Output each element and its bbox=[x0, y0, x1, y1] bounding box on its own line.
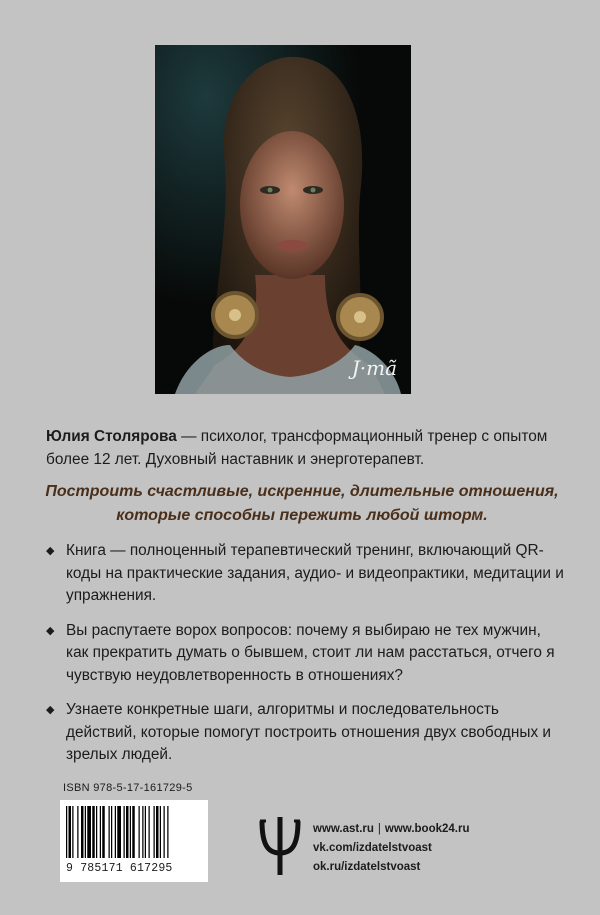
barcode-digits: 9 785171 617295 bbox=[66, 862, 173, 875]
link-ast[interactable]: www.ast.ru bbox=[313, 823, 374, 835]
link-ok[interactable]: ok.ru/izdatelstvoast bbox=[313, 861, 421, 873]
author-bio bbox=[46, 425, 566, 471]
list-item-text: Книга — полноценный терапевтический тренинг, включающий QR-коды на практические задания, аудио- и видеопрактики, медитации и упражнения. bbox=[66, 542, 564, 604]
list-item-text: Узнаете конкретные шаги, алгоритмы и последовательность действий, которые помогут построить отношения двух свободных и зрелых людей. bbox=[66, 701, 552, 763]
author-name: Юлия Столярова bbox=[46, 428, 177, 445]
barcode-bars bbox=[60, 800, 208, 862]
list-item bbox=[46, 699, 566, 767]
photographer-signature: J·mã bbox=[351, 356, 397, 380]
link-book24[interactable]: www.book24.ru bbox=[384, 823, 470, 835]
link-vk[interactable]: vk.com/izdatelstvoast bbox=[313, 842, 432, 854]
author-description: — психолог, трансформационный тренер с опытом более 12 лет. Духовный наставник и энерготерапевт. bbox=[46, 428, 548, 468]
diamond-bullet-icon: ◆ bbox=[46, 704, 55, 716]
diamond-bullet-icon: ◆ bbox=[46, 545, 55, 557]
list-item bbox=[46, 540, 566, 608]
book-slogan: Построить счастливые, искренние, длительные отношения, которые способны пережить любой шторм. bbox=[45, 483, 559, 524]
author-portrait-image bbox=[155, 45, 411, 394]
link-separator: | bbox=[377, 823, 381, 835]
publisher-psi-logo-icon bbox=[258, 815, 302, 877]
diamond-bullet-icon: ◆ bbox=[46, 624, 55, 637]
author-photo bbox=[155, 45, 411, 394]
isbn-number: ISBN 978-5-17-161729-5 bbox=[63, 782, 193, 794]
publisher-links bbox=[313, 820, 469, 877]
list-item-text: Вы распутаете ворох вопросов: почему я выбираю не тех мужчин, как прекратить думать о бывшем, стоит ли нам расстаться, отчего я чувствую неудовлетворенность в отношениях? bbox=[66, 621, 555, 684]
list-item bbox=[46, 620, 566, 688]
feature-list bbox=[46, 540, 566, 779]
